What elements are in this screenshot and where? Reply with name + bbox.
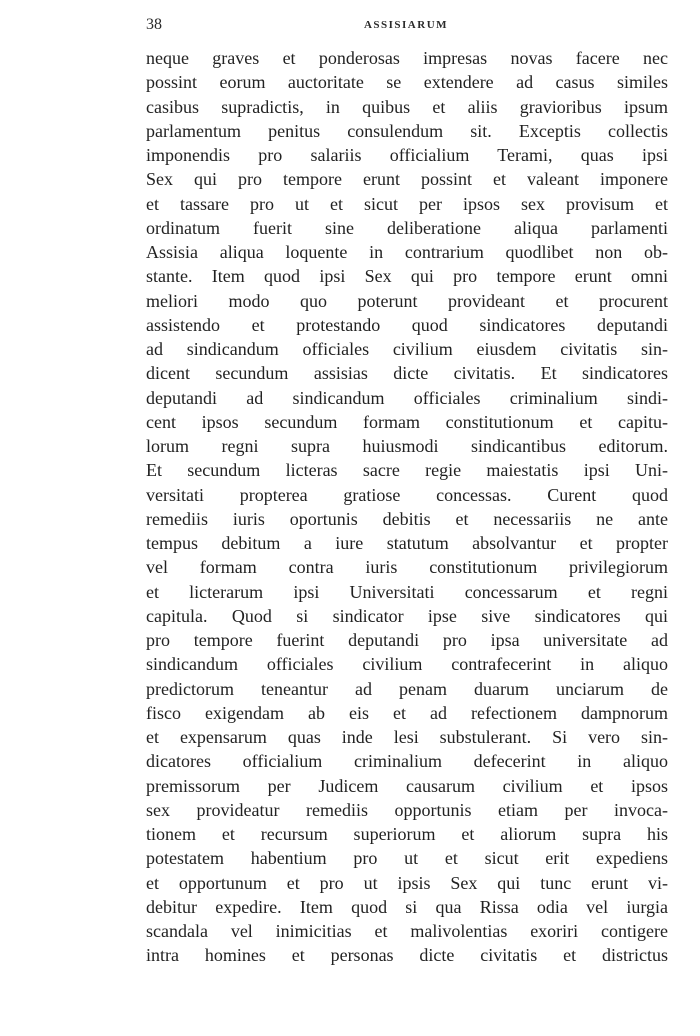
text-line: Sex qui pro tempore erunt possint et valeant imponere — [146, 169, 668, 190]
text-line: ad sindicandum officiales civilium eiusdem civitatis sin- — [146, 339, 668, 359]
text-line: et opportunum et pro ut ipsis Sex qui tunc erunt vi- — [146, 872, 668, 893]
running-head — [146, 16, 666, 38]
text-line: Et secundum licteras sacre regie maiestatis ipsi Uni- — [146, 460, 668, 481]
text-line: deputandi ad sindicandum officiales criminalium sindi- — [146, 387, 668, 408]
text-line: neque graves et ponderosas impresas novas facere nec — [146, 48, 668, 68]
text-line: assistendo et protestando quod sindicatores deputandi — [146, 314, 668, 335]
text-line: Assisia aliqua loquente in contrarium quodlibet non ob- — [146, 242, 668, 262]
page-number: 38 — [146, 16, 162, 33]
text-line: sex provideatur remediis opportunis etiam per invoca- — [146, 799, 668, 820]
text-line: pro tempore fuerint deputandi pro ipsa universitate ad — [146, 630, 668, 650]
running-title: ASSISIARUM — [363, 19, 449, 31]
text-line: sindicandum officiales civilium contrafecerint in aliquo — [146, 654, 668, 675]
text-line: ordinatum fuerit sine deliberatione aliqua parlamenti — [146, 217, 668, 238]
text-line: vel formam contra iuris constitutionum privilegiorum — [146, 557, 668, 578]
text-line: fisco exigendam ab eis et ad refectionem dampnorum — [146, 702, 668, 723]
text-line: et expensarum quas inde lesi substulerant. Si vero sin- — [146, 727, 668, 747]
text-line: et tassare pro ut et sicut per ipsos sex provisum et — [146, 193, 668, 214]
text-line: tionem et recursum superiorum et aliorum supra his — [146, 824, 668, 844]
text-line: meliori modo quo poterunt provideant et procurent — [146, 290, 668, 311]
text-line: remediis iuris oportunis debitis et necessariis ne ante — [146, 508, 668, 529]
text-line: intra homines et personas dicte civitatis et districtus — [146, 945, 668, 966]
body-text — [146, 46, 668, 968]
text-line: predictorum teneantur ad penam duarum unciarum de — [146, 678, 668, 699]
text-line: versitati propterea gratiose concessas. Curent quod — [146, 484, 668, 505]
text-line: premissorum per Judicem causarum civilium et ipsos — [146, 775, 668, 796]
text-line: cent ipsos secundum formam constitutionum et capitu- — [146, 411, 668, 432]
text-line: casibus supradictis, in quibus et aliis gravioribus ipsum — [146, 96, 668, 117]
text-line: potestatem habentium pro ut et sicut erit expediens — [146, 848, 668, 869]
text-line: tempus debitum a iure statutum absolvantur et propter — [146, 533, 668, 553]
text-line: scandala vel inimicitias et malivolentias exoriri contigere — [146, 921, 668, 941]
text-line: debitur expedire. Item quod si qua Rissa odia vel iurgia — [146, 896, 668, 917]
text-line: lorum regni supra huiusmodi sindicantibus editorum. — [146, 436, 668, 456]
text-line: possint eorum auctoritate se extendere ad casus similes — [146, 72, 668, 93]
text-line: dicent secundum assisias dicte civitatis. Et sindicatores — [146, 363, 668, 384]
text-line: capitula. Quod si sindicator ipse sive sindicatores qui — [146, 605, 668, 626]
text-line: et licterarum ipsi Universitati concessarum et regni — [146, 581, 668, 602]
text-line: dicatores officialium criminalium defecerint in aliquo — [146, 751, 668, 772]
text-line: parlamentum penitus consulendum sit. Exceptis collectis — [146, 120, 668, 141]
text-line: stante. Item quod ipsi Sex qui pro tempore erunt omni — [146, 266, 668, 287]
text-line: imponendis pro salariis officialium Terami, quas ipsi — [146, 145, 668, 165]
